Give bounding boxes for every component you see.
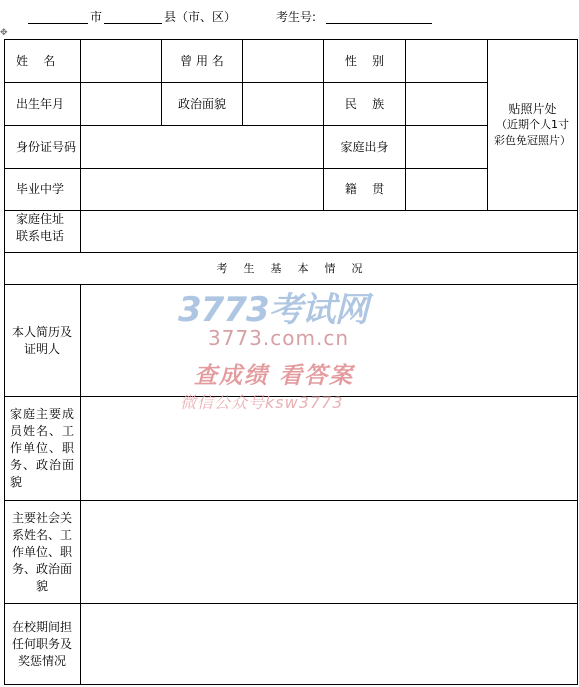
political-field[interactable] [243,83,323,125]
id-number-label: 身份证号码 [16,139,77,154]
county-suffix: 县（市、区） [164,10,237,24]
photo-label: 贴照片处 [508,102,557,116]
id-number-field[interactable] [81,126,323,168]
resume-label: 本人简历及证明人 [12,324,73,356]
birth-label: 出生年月 [16,96,65,111]
photo-hint: （近期个人1寸 [496,118,569,131]
social-relations-label: 主要社会关系姓名、工作单位、职务、政治面貌 [11,510,72,593]
political-label: 政治面貌 [177,96,226,111]
watermark-wechat: 微信公众号ksw3773 [180,393,344,412]
family-origin-label: 家庭出身 [340,139,389,154]
address-phone-label: 家庭住址 联系电话 [16,212,65,243]
exam-no-label: 考生号: [276,10,317,24]
section-title: 考 生 基 本 情 况 [216,262,366,275]
middle-school-label: 毕业中学 [16,182,65,196]
school-posts-label: 在校期间担任何职务及奖惩情况 [12,619,73,668]
middle-school-field[interactable] [81,169,323,210]
ethnic-field[interactable] [406,83,487,125]
former-name-label: 曾 用 名 [180,53,224,68]
social-relations-field[interactable] [81,501,577,603]
address-phone-field[interactable] [81,211,577,252]
city-suffix: 市 [90,10,103,24]
name-label: 姓 名 [16,53,56,68]
watermark-slogan: 查成绩 看答案 [194,363,355,389]
native-place-label: 籍 贯 [344,182,385,196]
resume-field[interactable] [81,285,577,396]
birth-field[interactable] [81,83,161,125]
former-name-field[interactable] [243,40,323,82]
gender-label: 性 别 [344,53,385,68]
native-place-field[interactable] [406,169,487,210]
watermark-domain: 3773.com.cn [208,326,349,350]
photo-box[interactable] [488,40,577,210]
family-members-label: 家庭主要成员姓名、工作单位、职务、政治面貌 [10,407,74,489]
gender-field[interactable] [406,40,487,82]
family-members-field[interactable] [81,397,577,500]
table-move-handle-icon[interactable]: ✥ [0,28,8,38]
family-origin-field[interactable] [406,126,487,168]
photo-hint-2: 彩色免冠照片） [494,134,571,147]
school-posts-field[interactable] [81,604,577,684]
ethnic-label: 民 族 [344,96,385,111]
watermark-logo: 3773考试网 [178,290,368,330]
name-field[interactable] [81,40,161,82]
